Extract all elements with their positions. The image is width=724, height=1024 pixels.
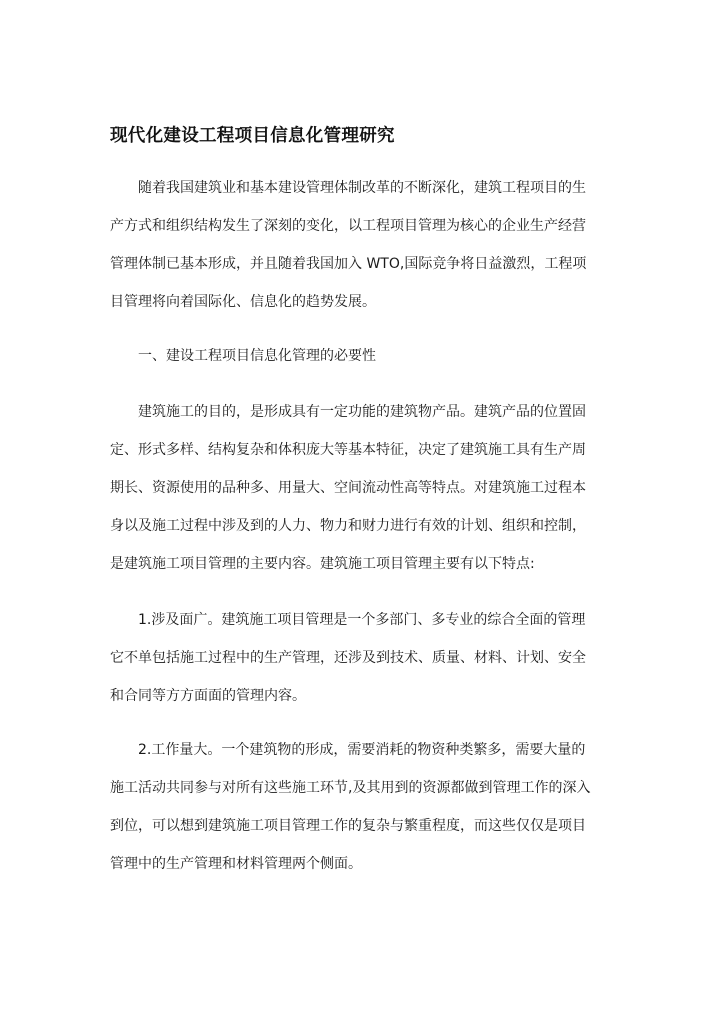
paragraph-line: 和合同等方方面面的管理内容。: [110, 688, 306, 704]
paragraph-line: 身以及施工过程中涉及到的人力、物力和财力进行有效的计划、组织和控制，: [110, 518, 586, 534]
paragraph-line: 1.涉及面广。建筑施工项目管理是一个多部门、多专业的综合全面的管理: [138, 612, 586, 628]
paragraph-line: 管理体制已基本形成，并且随着我国加入 WTO,国际竞争将日益激烈，工程项: [110, 256, 587, 272]
paragraph-line: 2.工作量大。一个建筑物的形成，需要消耗的物资种类繁多，需要大量的: [138, 742, 586, 758]
paragraph-line: 目管理将向着国际化、信息化的趋势发展。: [110, 294, 376, 310]
document-title: 现代化建设工程项目信息化管理研究: [110, 126, 395, 146]
paragraph-line: 施工活动共同参与对所有这些施工环节,及其用到的资源都做到管理工作的深入: [110, 780, 591, 796]
paragraph-line: 是建筑施工项目管理的主要内容。建筑施工项目管理主要有以下特点:: [110, 556, 535, 572]
paragraph-line: 建筑施工的目的，是形成具有一定功能的建筑物产品。建筑产品的位置固: [138, 404, 586, 420]
paragraph-line: 管理中的生产管理和材料管理两个侧面。: [110, 856, 362, 872]
paragraph-line: 随着我国建筑业和基本建设管理体制改革的不断深化，建筑工程项目的生: [138, 180, 586, 196]
paragraph-line: 期长、资源使用的品种多、用量大、空间流动性高等特点。对建筑施工过程本: [110, 480, 586, 496]
section-heading-text: 一、建设工程项目信息化管理的必要性: [138, 348, 376, 364]
paragraph-line: 产方式和组织结构发生了深刻的变化，以工程项目管理为核心的企业生产经营: [110, 218, 586, 234]
paragraph-line: 它不单包括施工过程中的生产管理，还涉及到技术、质量、材料、计划、安全: [110, 650, 586, 666]
paragraph-line: 定、形式多样、结构复杂和体积庞大等基本特征，决定了建筑施工具有生产周: [110, 442, 586, 458]
paragraph-line: 到位，可以想到建筑施工项目管理工作的复杂与繁重程度，而这些仅仅是项目: [110, 818, 586, 834]
